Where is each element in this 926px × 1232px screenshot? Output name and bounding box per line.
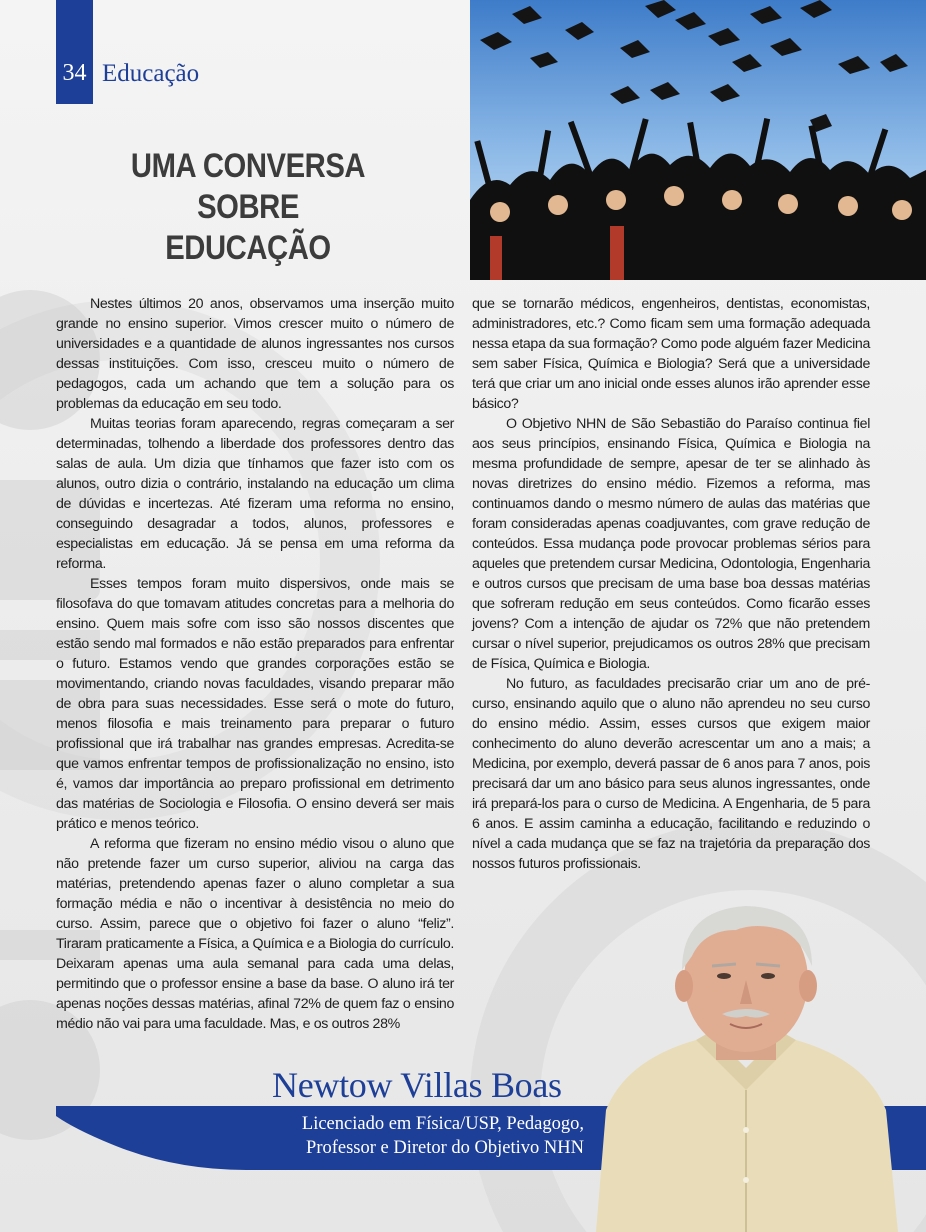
page-number: 34	[62, 60, 87, 86]
paragraph: O Objetivo NHN de São Sebastião do Paraíso continua fiel aos seus princípios, ensinando Física, Química e Biologia na mesma profundidade de sempre, apesar de ter se alinhado às novas diretrizes do ensino médio. Fizemos a reforma, mas continuamos dando o mesmo número de aulas das matérias que foram consideradas apenas coadjuvantes, com grave redução de conteúdos. Essa mudança pode provocar problemas sérios para aqueles que pretendem cursar Medicina, Odontologia, Engenharia e outros cursos que precisam de uma base boa dessas matérias que sofreram redução em seus conteúdos. Como ficarão esses jovens? Com a intenção de ajudar os 72% que não pretendem cursar o nível superior, prejudicamos os outros 28% que precisam de Física, Química e Biologia.	[472, 416, 870, 672]
author-credentials	[164, 1112, 584, 1160]
paragraph-continuation: que se tornarão médicos, engenheiros, dentistas, economistas, administradores, etc.? Como ficam sem uma formação adequada nessa etapa da sua formação? Como pode alguém fazer Medicina sem saber Física, Química e Biologia? Será que a universidade terá que criar um ano inicial onde esses alunos irão aprender esse básico?	[472, 296, 870, 412]
section-title: Educação	[102, 60, 200, 87]
author-portrait	[586, 900, 906, 1232]
paragraph: A reforma que fizeram no ensino médio visou o aluno que não pretende fazer um curso superior, aliviou na carga das matérias, pretendendo apenas fazer o aluno completar a sua formação média e não o incentivar à desistência no meio do curso. Assim, parece que o objetivo foi fazer o aluno “feliz”. Tiraram praticamente a Física, a Química e a Biologia do currículo. Deixaram apenas uma aula semanal para cada uma delas, permitindo que o professor ensine a base da base. O aluno irá ter apenas noções dessas matérias, afinal 72% de quem faz o ensino médio não vai para uma faculdade. Mas, e os outros 28%	[56, 836, 454, 1032]
article-title-line-2: SOBRE EDUCAÇÃO	[165, 188, 331, 267]
paragraph: Muitas teorias foram aparecendo, regras começaram a ser determinadas, tolhendo a liberdade dos professores dentro das salas de aula. Um dizia que tínhamos que fazer isto com os alunos, outro dizia o contrário, instalando na educação um clima de dúvidas e incertezas. Até fizeram uma reforma no ensino, conseguindo desagradar a todos, alunos, professores e especialistas em educação. Já se pensa em uma reforma da reforma.	[56, 416, 454, 572]
author-name: Newtow Villas Boas	[272, 1065, 562, 1105]
article-title-line-1: UMA CONVERSA	[130, 147, 366, 185]
credential-line-2: Professor e Diretor do Objetivo NHN	[306, 1138, 584, 1158]
header-bar	[56, 0, 93, 104]
article-title	[121, 146, 376, 269]
article-column-left	[56, 294, 454, 1034]
article-column-right	[472, 294, 870, 874]
paragraph: Esses tempos foram muito dispersivos, onde mais se filosofava do que tomavam atitudes concretas para a melhoria do ensino. Quem mais sofre com isso são nossos discentes que estão sendo mal formados e não estão preparados para enfrentar o futuro. Estamos vendo que grandes corporações estão se movimentando, criando novas faculdades, visando preparar mão de obra para suas necessidades. Esse será o mote do futuro, menos filosofia e mais treinamento para preparar o futuro profissional que irá trabalhar nas grandes empresas. Acredita-se que vamos enfrentar tempos de profissionalização no ensino, isto é, vamos dar importância ao preparo profissional em detrimento das matérias de Sociologia e Filosofia. O ensino deverá ser mais prático e menos teórico.	[56, 576, 454, 832]
graduates-throwing-caps-image	[470, 0, 926, 280]
paragraph: Nestes últimos 20 anos, observamos uma inserção muito grande no ensino superior. Vimos crescer muito o número de universidades e a quantidade de alunos ingressantes nos cursos dessas instituições. Com isso, cresceu muito o número de pedagogos, cada um achando que tem a solução para os problemas da educação em seu todo.	[56, 296, 454, 412]
paragraph: No futuro, as faculdades precisarão criar um ano de pré-curso, ensinando aquilo que o aluno não aprendeu no seu curso do ensino médio. Assim, esses cursos que exigem maior conhecimento do aluno deverão acrescentar um ano a mais; a Medicina, por exemplo, deverá passar de 6 anos para 7 anos, pois precisará dar um ano básico para seus alunos ingressantes, onde irá prepará-los para o curso de Medicina. A Engenharia, de 5 para 6 anos. E assim caminha a educação, facilitando e reduzindo o nível a cada mudança que se faz na trajetória da preparação dos nossos futuros profissionais.	[472, 676, 870, 872]
graduates-photo	[470, 0, 926, 280]
credential-line-1: Licenciado em Física/USP, Pedagogo,	[301, 1114, 584, 1134]
